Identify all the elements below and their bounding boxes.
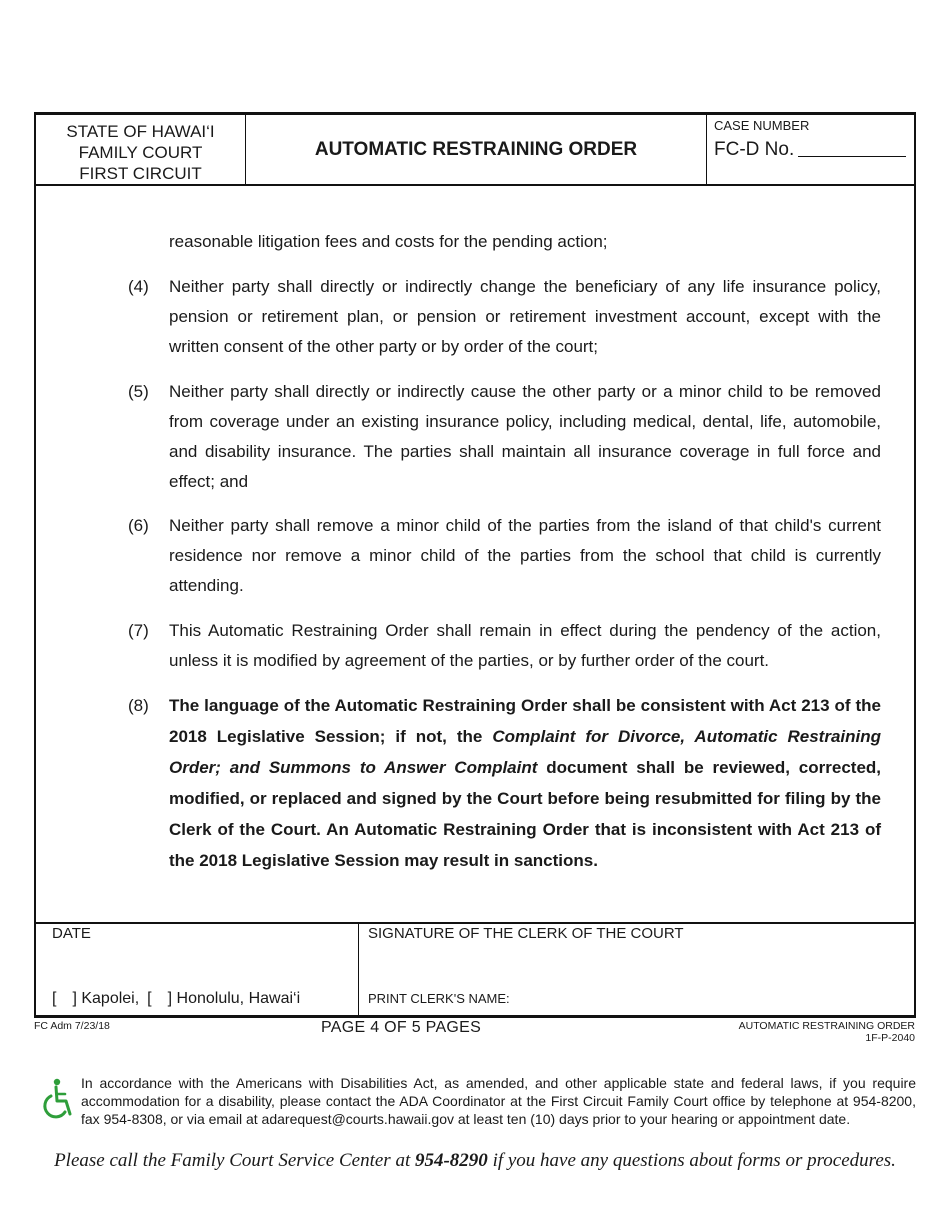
kapolei-checkbox[interactable]: [ bbox=[52, 990, 57, 1007]
continued-text: reasonable litigation fees and costs for the pending action; bbox=[169, 232, 608, 251]
item-number: (5) bbox=[128, 382, 149, 401]
form-identifier bbox=[739, 1020, 915, 1044]
case-number-field[interactable] bbox=[714, 139, 914, 161]
kapolei-label: ] Kapolei, bbox=[72, 990, 140, 1007]
case-number-blank[interactable] bbox=[798, 156, 906, 157]
form-header bbox=[34, 112, 916, 186]
print-clerk-name-label: PRINT CLERK'S NAME: bbox=[368, 991, 510, 1006]
document-title: AUTOMATIC RESTRAINING ORDER bbox=[314, 138, 638, 160]
item-number: (6) bbox=[128, 516, 149, 535]
item-number: (4) bbox=[128, 277, 149, 296]
page-count: PAGE 4 OF 5 PAGES bbox=[321, 1019, 482, 1036]
service-center-phone: 954-8290 bbox=[414, 1150, 488, 1171]
court-circuit: FIRST CIRCUIT bbox=[79, 164, 202, 183]
service-notice-pre: Please call the Family Court Service Center at bbox=[54, 1150, 415, 1171]
ada-notice: In accordance with the Americans with Disabilities Act, as amended, and other applicable state and federal laws, if you require accommodation for a disability, please contact the ADA Coordinator at the First Circuit Family Court office by telephone at 954-8200, fax 954-8308, or via email at adarequest@courts.hawaii.gov at least ten (10) days prior to your hearing or appointment date. bbox=[81, 1075, 916, 1127]
item-number: (7) bbox=[128, 621, 149, 640]
court-name-block bbox=[36, 115, 246, 184]
court-state: STATE OF HAWAI‘I bbox=[66, 122, 215, 141]
form-title-footer: AUTOMATIC RESTRAINING ORDER bbox=[738, 1020, 915, 1032]
item-text: This Automatic Restraining Order shall remain in effect during the pendency of the action, unless it is modified by agreement of the parties, or by further order of the court. bbox=[169, 621, 881, 670]
date-label: DATE bbox=[52, 925, 91, 942]
clerk-signature-label: SIGNATURE OF THE CLERK OF THE COURT bbox=[368, 925, 684, 942]
item-8-document-title: Complaint for Divorce, Automatic Restraining Order; and Summons to Answer Complaint bbox=[169, 727, 882, 777]
service-center-notice bbox=[0, 1150, 950, 1172]
item-text: Neither party shall remove a minor child of the parties from the island of that child's current residence nor remove a minor child of the parties from the school that child is currently attending. bbox=[169, 516, 881, 595]
court-type: FAMILY COURT bbox=[78, 143, 203, 162]
case-number-prefix: FC-D No. bbox=[714, 139, 795, 160]
case-number-block bbox=[706, 115, 914, 184]
signature-section bbox=[34, 923, 916, 1018]
item-text: Neither party shall directly or indirectly cause the other party or a minor child to be removed from coverage under an existing insurance policy, including medical, dental, life, automobile, and disability insurance. The parties shall maintain all insurance coverage in full force and effect; and bbox=[169, 382, 881, 491]
service-notice-post: if you have any questions about forms or procedures. bbox=[487, 1150, 896, 1171]
honolulu-checkbox[interactable]: [ bbox=[147, 990, 152, 1007]
item-8-part1: The language of the Automatic Restraining Order shall be consistent with Act 213 of the 2018 Legislative Session; if not, the bbox=[169, 696, 881, 746]
wheelchair-accessibility-icon bbox=[36, 1078, 76, 1122]
case-number-label: CASE NUMBER bbox=[714, 118, 810, 133]
item-8-text bbox=[169, 690, 881, 876]
clerk-signature-cell[interactable] bbox=[359, 923, 914, 1015]
location-options bbox=[52, 990, 300, 1008]
item-8-part2: document shall be reviewed, corrected, modified, or replaced and signed by the Court before being resubmitted for filing by the Clerk of the Court. An Automatic Restraining Order that is inconsistent with Act 213 of the 2018 Legislative Session may result in sanctions. bbox=[169, 758, 882, 870]
item-text: Neither party shall directly or indirectly change the beneficiary of any life insurance policy, pension or retirement plan, or pension or retirement investment account, except with the written consent of the other party or by order of the court; bbox=[169, 277, 881, 356]
item-number: (8) bbox=[128, 696, 149, 715]
honolulu-label: ] Honolulu, Hawai‘i bbox=[167, 990, 301, 1007]
form-code: 1F-P-2040 bbox=[865, 1032, 915, 1044]
form-revision: FC Adm 7/23/18 bbox=[34, 1020, 110, 1032]
date-cell[interactable] bbox=[36, 923, 359, 1015]
order-body bbox=[34, 186, 916, 924]
